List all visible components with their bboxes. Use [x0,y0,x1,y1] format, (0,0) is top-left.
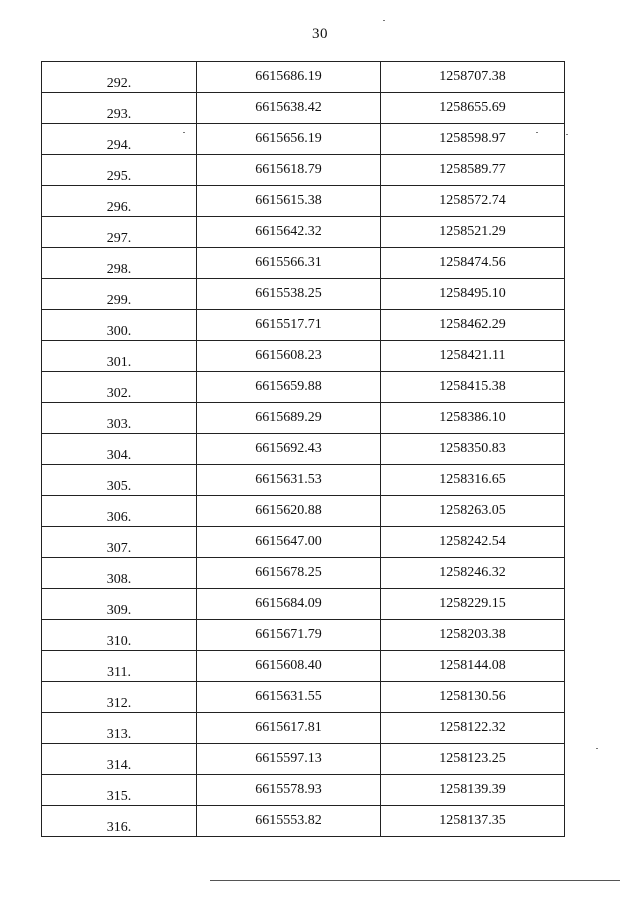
x-coordinate-cell: 6615617.81 [197,713,381,744]
y-coordinate-cell: 1258589.77 [381,155,565,186]
x-coordinate-cell: 6615678.25 [197,558,381,589]
y-coordinate-cell: 1258598.97 [381,124,565,155]
point-number-cell: 302. [42,372,197,403]
x-coordinate-cell: 6615631.53 [197,465,381,496]
point-number-cell: 293. [42,93,197,124]
y-coordinate-cell: 1258415.38 [381,372,565,403]
point-number-cell: 298. [42,248,197,279]
x-coordinate-cell: 6615608.23 [197,341,381,372]
table-row [42,124,565,155]
scan-speck [566,134,568,135]
table-row [42,155,565,186]
table-row [42,186,565,217]
table-row [42,341,565,372]
x-coordinate-cell: 6615642.32 [197,217,381,248]
x-coordinate-cell: 6615659.88 [197,372,381,403]
y-coordinate-cell: 1258474.56 [381,248,565,279]
table-row [42,465,565,496]
bottom-scan-line [210,880,620,881]
y-coordinate-cell: 1258137.35 [381,806,565,837]
y-coordinate-cell: 1258122.32 [381,713,565,744]
point-number-cell: 295. [42,155,197,186]
x-coordinate-cell: 6615631.55 [197,682,381,713]
y-coordinate-cell: 1258229.15 [381,589,565,620]
x-coordinate-cell: 6615647.00 [197,527,381,558]
table-row [42,217,565,248]
y-coordinate-cell: 1258242.54 [381,527,565,558]
point-number-cell: 316. [42,806,197,837]
point-number-cell: 300. [42,310,197,341]
y-coordinate-cell: 1258123.25 [381,744,565,775]
y-coordinate-cell: 1258350.83 [381,434,565,465]
scan-speck [536,132,538,133]
table-row [42,806,565,837]
table-row [42,279,565,310]
point-number-cell: 307. [42,527,197,558]
point-number-cell: 315. [42,775,197,806]
table-row [42,651,565,682]
table-row [42,248,565,279]
y-coordinate-cell: 1258462.29 [381,310,565,341]
y-coordinate-cell: 1258521.29 [381,217,565,248]
x-coordinate-cell: 6615517.71 [197,310,381,341]
coordinates-table [41,61,565,837]
table-row [42,558,565,589]
x-coordinate-cell: 6615566.31 [197,248,381,279]
y-coordinate-cell: 1258144.08 [381,651,565,682]
table-row [42,775,565,806]
x-coordinate-cell: 6615689.29 [197,403,381,434]
x-coordinate-cell: 6615597.13 [197,744,381,775]
table-row [42,93,565,124]
x-coordinate-cell: 6615656.19 [197,124,381,155]
x-coordinate-cell: 6615684.09 [197,589,381,620]
x-coordinate-cell: 6615686.19 [197,62,381,93]
table-row [42,496,565,527]
x-coordinate-cell: 6615608.40 [197,651,381,682]
point-number-cell: 297. [42,217,197,248]
y-coordinate-cell: 1258495.10 [381,279,565,310]
point-number-cell: 312. [42,682,197,713]
page-number: 30 [312,26,328,42]
y-coordinate-cell: 1258263.05 [381,496,565,527]
point-number-cell: 314. [42,744,197,775]
table-row [42,682,565,713]
x-coordinate-cell: 6615615.38 [197,186,381,217]
point-number-cell: 313. [42,713,197,744]
y-coordinate-cell: 1258386.10 [381,403,565,434]
table-row [42,310,565,341]
y-coordinate-cell: 1258130.56 [381,682,565,713]
scan-speck [183,132,185,133]
table-row [42,372,565,403]
table-row [42,62,565,93]
point-number-cell: 303. [42,403,197,434]
x-coordinate-cell: 6615638.42 [197,93,381,124]
x-coordinate-cell: 6615620.88 [197,496,381,527]
y-coordinate-cell: 1258707.38 [381,62,565,93]
point-number-cell: 301. [42,341,197,372]
x-coordinate-cell: 6615578.93 [197,775,381,806]
point-number-cell: 311. [42,651,197,682]
y-coordinate-cell: 1258316.65 [381,465,565,496]
table-row [42,744,565,775]
point-number-cell: 304. [42,434,197,465]
x-coordinate-cell: 6615553.82 [197,806,381,837]
table-body [42,62,565,837]
table-row [42,527,565,558]
point-number-cell: 294. [42,124,197,155]
point-number-cell: 308. [42,558,197,589]
scan-speck [596,748,598,749]
x-coordinate-cell: 6615671.79 [197,620,381,651]
table-row [42,589,565,620]
table-row [42,620,565,651]
y-coordinate-cell: 1258655.69 [381,93,565,124]
x-coordinate-cell: 6615538.25 [197,279,381,310]
x-coordinate-cell: 6615692.43 [197,434,381,465]
y-coordinate-cell: 1258572.74 [381,186,565,217]
point-number-cell: 296. [42,186,197,217]
table-row [42,713,565,744]
y-coordinate-cell: 1258139.39 [381,775,565,806]
y-coordinate-cell: 1258203.38 [381,620,565,651]
point-number-cell: 305. [42,465,197,496]
table-row [42,434,565,465]
point-number-cell: 292. [42,62,197,93]
point-number-cell: 310. [42,620,197,651]
point-number-cell: 299. [42,279,197,310]
table-row [42,403,565,434]
point-number-cell: 309. [42,589,197,620]
point-number-cell: 306. [42,496,197,527]
scan-speck [383,20,385,21]
y-coordinate-cell: 1258246.32 [381,558,565,589]
x-coordinate-cell: 6615618.79 [197,155,381,186]
y-coordinate-cell: 1258421.11 [381,341,565,372]
